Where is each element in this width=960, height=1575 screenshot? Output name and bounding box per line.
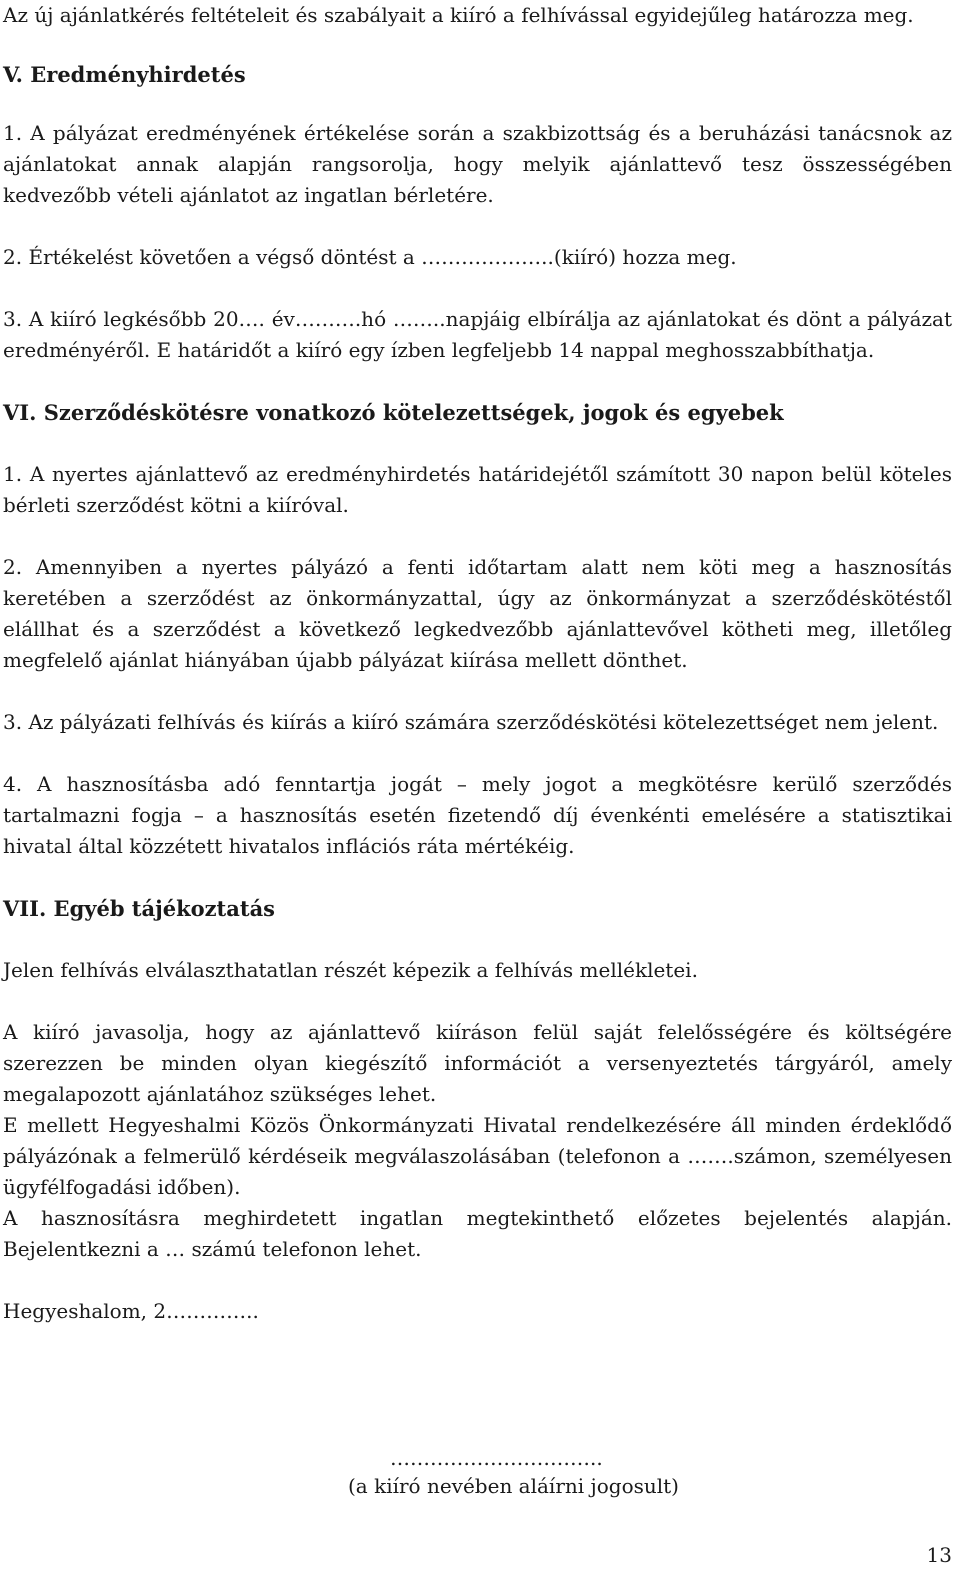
section-vii-paragraph-2: A kiíró javasolja, hogy az ajánlattevő kiíráson felül saját felelősségére és költségére szerezzen be minden olyan kiegészítő információt a versenyeztetés tárgyáról, amely megalapozott ajánlatához szükséges lehet.: [3, 1020, 952, 1106]
section-vii-heading: VII. Egyéb tájékoztatás: [3, 896, 275, 921]
section-v-item-3: 3. A kiíró legkésőbb 20…. év……….hó ……..napjáig elbírálja az ajánlatokat és dönt a pályázat eredményéről. E határidőt a kiíró egy ízben legfeljebb 14 nappal meghosszabbíthatja.: [3, 307, 952, 362]
section-vi-heading: VI. Szerződéskötésre vonatkozó kötelezettségek, jogok és egyebek: [3, 400, 784, 425]
page-number: 13: [926, 1543, 952, 1567]
section-vi-item-4: 4. A hasznosításba adó fenntartja jogát – mely jogot a megkötésre kerülő szerződés tartalmazni fogja – a hasznosítás esetén fizetendő díj évenkénti emelésére a statisztikai hivatal által közzétett hivatalos inflációs ráta mértékéig.: [3, 772, 952, 858]
section-v-heading: V. Eredményhirdetés: [3, 62, 246, 87]
section-vii-paragraph-4: A hasznosításra meghirdetett ingatlan megtekinthető előzetes bejelentés alapján. Bejelentkezni a … számú telefonon lehet.: [3, 1206, 952, 1261]
section-vii-paragraph-3: E mellett Hegyeshalmi Közös Önkormányzati Hivatal rendelkezésére áll minden érdeklődő pályázónak a felmerülő kérdéseik megválaszolásában (telefonon a …….számon, személyesen ügyfélfogadási időben).: [3, 1113, 952, 1199]
section-vi-item-1: 1. A nyertes ajánlattevő az eredményhirdetés határidejétől számított 30 napon belül köteles bérleti szerződést kötni a kiíróval.: [3, 462, 952, 517]
place-and-date: Hegyeshalom, 2…………..: [3, 1299, 259, 1323]
section-v-item-2: 2. Értékelést követően a végső döntést a ………………..(kiíró) hozza meg.: [3, 245, 737, 269]
intro-paragraph: Az új ajánlatkérés feltételeit és szabályait a kiíró a felhívással egyidejűleg határozza meg.: [3, 3, 914, 27]
section-vii-paragraph-1: Jelen felhívás elválaszthatatlan részét képezik a felhívás mellékletei.: [3, 958, 698, 982]
section-vi-item-3: 3. Az pályázati felhívás és kiírás a kiíró számára szerződéskötési kötelezettséget nem jelent.: [3, 710, 939, 734]
section-vi-item-2: 2. Amennyiben a nyertes pályázó a fenti időtartam alatt nem köti meg a hasznosítás keretében a szerződést az önkormányzattal, úgy az önkormányzat a szerződéskötéstől elállhat és a szerződést a következő legkedvezőbb ajánlattevővel kötheti meg, illetőleg megfelelő ajánlat hiányában újabb pályázat kiírása mellett dönthet.: [3, 555, 952, 672]
signature-caption: (a kiíró nevében aláírni jogosult): [348, 1474, 679, 1498]
section-v-item-1: 1. A pályázat eredményének értékelése során a szakbizottság és a beruházási tanácsnok az ajánlatokat annak alapján rangsorolja, hogy melyik ajánlattevő tesz összességében kedvezőbb vételi ajánlatot az ingatlan bérletére.: [3, 121, 952, 207]
signature-dots: …………………………..: [390, 1446, 603, 1470]
